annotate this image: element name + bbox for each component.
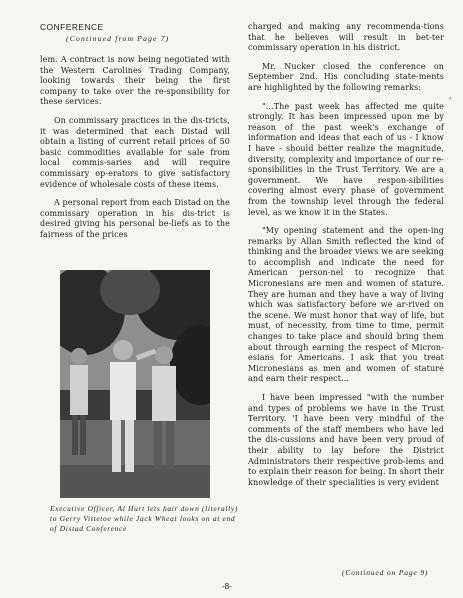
conference-photo [60, 270, 210, 498]
quote-paragraph: "My opening statement and the open-ing remarks by Allan Smith reflected the kind of thinking and the broader views we are seeking to accomplish and indicate the need for American person-nel to recognize that Micronesians are men and women of stature. They are human and they have a way of living which was satisfactory before we ar-rived on the scene. We must honor that way of life, but must, of necessity, from time to time, permit changes to take place and should bring them about through earning the respect of Micron-esians for Americans. I ask that you treat Micronesians as men and women of stature and earn their respect... [248, 226, 444, 384]
page-number: -8- [222, 582, 232, 591]
paragraph: I have been impressed "with the number and types of problems we have in the Trust Territory. 'I have been very mindful of the comments of the staff members who have led the dis-cussions and have been very proud of their ability to lay before the District Administrators their respective prob-lems and to explain their reason for being. In short their knowledge of their specialities is very evident [248, 393, 444, 487]
right-column [248, 22, 444, 496]
paragraph: charged and making any recommenda-tions that he believes will result in bet-ter commissary operation in his district. [248, 22, 444, 53]
paragraph: Mr. Nucker closed the conference on September 2nd. His concluding state-ments are highlighted by the following remarks: [248, 61, 444, 92]
continued-from-note: (Continued from Page 7) [66, 34, 170, 43]
margin-mark: ' [449, 96, 452, 105]
paragraph: A personal report from each Distad on the commissary operation in his dis-trict is desired giving his personal be-liefs as to the fairness of the prices [40, 198, 230, 239]
continued-on-note: (Continued on Page 9) [342, 568, 429, 577]
quote-paragraph: "...The past week has affected me quite strongly. It has been impressed upon me by reason of the past week's exchange of information and ideas that each of us - I know I have - should better realize the magnitude, diversity, complexity and importance of our re-sponsibilities in the Trust Territory. We are a government. We have respon-sibilities covering almost every phase of government from the township level through the federal level, as we know it in the States. [248, 101, 444, 217]
paragraph: On commissary practices in the dis-tricts, it was determined that each Distad will obtain a listing of current retail prices of 50 basic commodities available for sale from local commis-saries and will require commissary op-erators to give satisfactory evidence of wholesale costs of these items. [40, 115, 230, 189]
paragraph: lem. A contract is now being negotiated with the Western Carolines Trading Company, looking towards their being the first company to take over the re-sponsibility for these services. [40, 55, 230, 107]
section-header: CONFERENCE [40, 22, 104, 32]
left-column [40, 22, 230, 249]
photo-caption: Executive Officer, Al Hurt lets hair down (literally) to Gerry Vittetoe while Jack Wheat looks on at end of Distad Conference [50, 504, 239, 533]
